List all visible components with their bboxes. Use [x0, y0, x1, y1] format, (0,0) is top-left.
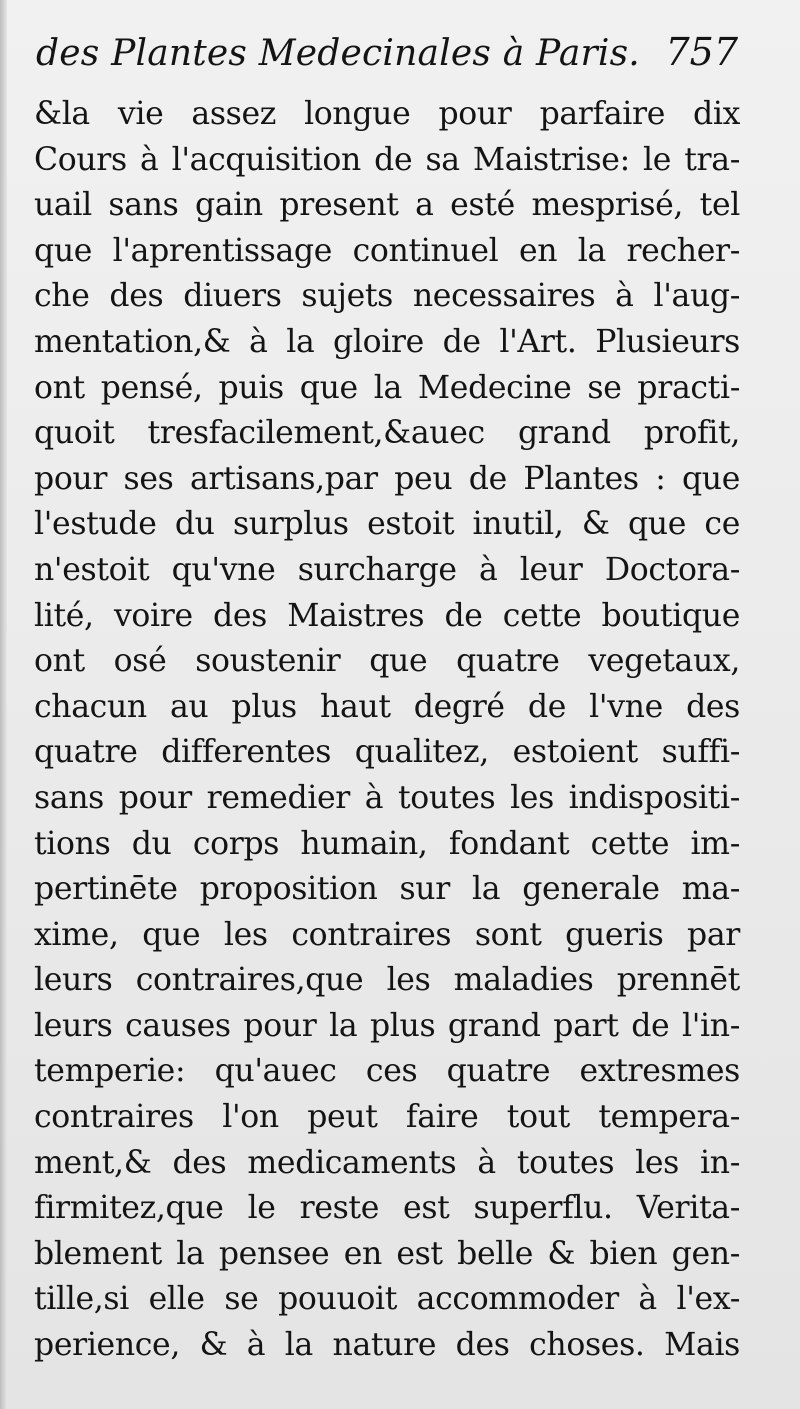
text-line: Cours à l'acquisition de sa Maistrise: le tra- [34, 141, 740, 178]
text-line: contraires l'on peut faire tout tempera- [34, 1099, 740, 1136]
text-line: ment,& des medicaments à toutes les in- [34, 1144, 740, 1181]
text-line: l'estude du surplus estoit inutil, & que ce [34, 506, 740, 543]
text-line: lité, voire des Maistres de cette boutique [34, 597, 740, 634]
text-line: mentation,& à la gloire de l'Art. Plusieurs [34, 323, 740, 360]
page-number: 757 [665, 30, 738, 74]
text-line: n'estoit qu'vne surcharge à leur Doctora- [34, 551, 740, 588]
text-line: quoit tresfacilement,&auec grand profit, [34, 415, 740, 452]
text-line: que l'aprentissage continuel en la recher- [34, 232, 740, 269]
text-line: chacun au plus haut degré de l'vne des [34, 688, 740, 725]
text-line: perience, & à la nature des choses. Mais [34, 1327, 740, 1364]
text-line: ont osé soustenir que quatre vegetaux, [34, 643, 740, 680]
text-line: pertinēte proposition sur la generale ma- [34, 871, 740, 908]
text-line: leurs contraires,que les maladies prennēt [34, 962, 740, 999]
text-line: firmitez,que le reste est superflu. Verita- [34, 1190, 740, 1227]
text-line: tions du corps humain, fondant cette im- [34, 825, 740, 862]
text-line: leurs causes pour la plus grand part de l'in- [34, 1007, 740, 1044]
text-line: xime, que les contraires sont gueris par [34, 916, 740, 953]
text-line: &la vie assez longue pour parfaire dix [34, 96, 740, 132]
text-line: uail sans gain present a esté mesprisé, tel [34, 187, 740, 224]
text-line: ont pensé, puis que la Medecine se practi- [34, 369, 740, 406]
running-head [36, 30, 738, 90]
text-line: che des diuers sujets necessaires à l'aug- [34, 278, 740, 315]
text-line: temperie: qu'auec ces quatre extresmes [34, 1053, 740, 1090]
text-line: quatre differentes qualitez, estoient suffi- [34, 734, 740, 771]
text-line: blement la pensee en est belle & bien gen- [34, 1235, 740, 1272]
text-line: sans pour remedier à toutes les indispositi- [34, 779, 740, 816]
body-text [34, 92, 740, 1369]
text-line: tille,si elle se pouuoit accommoder à l'ex- [34, 1281, 740, 1318]
text-line: pour ses artisans,par peu de Plantes : que [34, 460, 740, 497]
running-title: des Plantes Medecinales à Paris. [36, 33, 640, 74]
page-edge-shadow [0, 0, 7, 1409]
